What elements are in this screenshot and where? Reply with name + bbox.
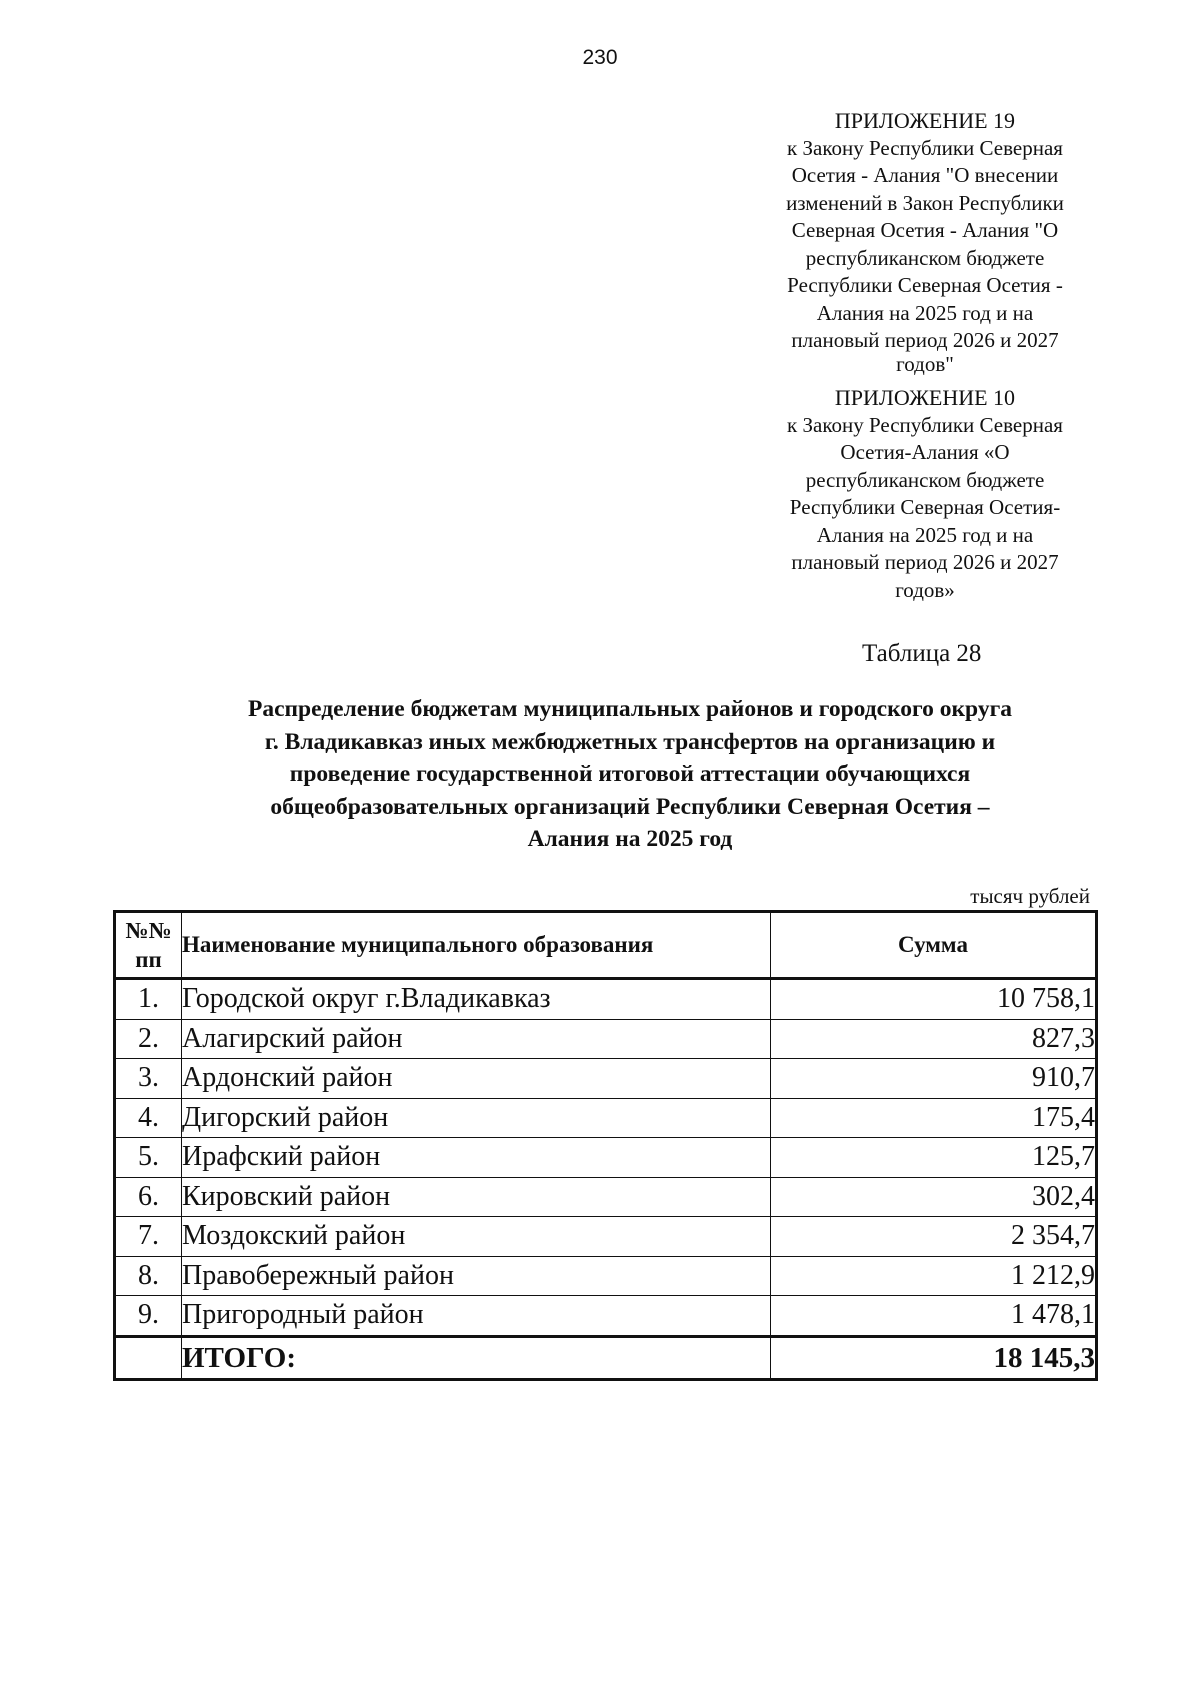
total-sum: 18 145,3 <box>771 1336 1097 1379</box>
row-name: Алагирский район <box>182 1019 771 1059</box>
appendix-19-title: ПРИЛОЖЕНИЕ 19 <box>834 108 1016 133</box>
title-line: общеобразовательных организаций Республики Северная Осетия – <box>270 793 990 820</box>
row-sum: 175,4 <box>771 1098 1097 1138</box>
row-number: 4. <box>115 1098 182 1138</box>
document-title <box>170 693 1090 856</box>
title-line: Распределение бюджетам муниципальных районов и городского округа <box>247 696 1012 722</box>
row-sum: 910,7 <box>771 1059 1097 1099</box>
appendix-10-block <box>750 384 1100 604</box>
table-label: Таблица 28 <box>862 640 982 667</box>
row-number: 7. <box>115 1217 182 1257</box>
table-row <box>115 1098 1097 1138</box>
row-number: 2. <box>115 1019 182 1059</box>
appendix-19-line: изменений в Закон Республики <box>786 190 1064 215</box>
table-row <box>115 1177 1097 1217</box>
budget-table <box>113 910 1098 1381</box>
page-number: 230 <box>582 46 618 69</box>
header-sum: Сумма <box>771 912 1097 979</box>
table-row <box>115 979 1097 1020</box>
appendix-10-line: Республики Северная Осетия- <box>789 495 1061 519</box>
header-name: Наименование муниципального образования <box>182 912 771 979</box>
row-name: Ардонский район <box>182 1059 771 1099</box>
appendix-10-line: республиканском бюджете <box>805 467 1045 492</box>
total-label: ИТОГО: <box>182 1336 771 1379</box>
appendix-10-line: Алания на 2025 год и на <box>816 522 1034 547</box>
row-sum: 2 354,7 <box>771 1217 1097 1257</box>
table-row <box>115 1059 1097 1099</box>
appendix-10-line: к Закону Республики Северная <box>787 412 1063 437</box>
row-name: Моздокский район <box>182 1217 771 1257</box>
units-label: тысяч рублей <box>970 884 1090 908</box>
row-sum: 1 478,1 <box>771 1296 1097 1337</box>
title-line: Алания на 2025 год <box>527 826 733 852</box>
row-sum: 1 212,9 <box>771 1256 1097 1296</box>
total-row <box>115 1336 1097 1379</box>
appendix-19-line: годов" <box>896 351 954 376</box>
row-number: 1. <box>115 979 182 1020</box>
appendix-19-line: Осетия - Алания "О внесении <box>791 163 1059 187</box>
appendix-19-line: к Закону Республики Северная <box>787 135 1063 160</box>
appendix-10-line: плановый период 2026 и 2027 <box>791 550 1059 574</box>
row-name: Правобережный район <box>182 1256 771 1296</box>
title-line: г. Владикавказ иных межбюджетных трансфертов на организацию и <box>264 728 996 755</box>
appendix-19-line: республиканском бюджете <box>805 245 1045 270</box>
row-sum: 302,4 <box>771 1177 1097 1217</box>
row-name: Городской округ г.Владикавказ <box>182 979 771 1020</box>
row-number: 5. <box>115 1138 182 1178</box>
appendix-10-title: ПРИЛОЖЕНИЕ 10 <box>834 385 1016 410</box>
row-number: 8. <box>115 1256 182 1296</box>
table-header-row <box>115 912 1097 979</box>
table-row <box>115 1019 1097 1059</box>
header-number-line1: №№ <box>125 918 172 943</box>
appendix-19-line: Алания на 2025 год и на <box>816 300 1034 325</box>
header-number-line2: пп <box>135 947 162 972</box>
row-name: Дигорский район <box>182 1098 771 1138</box>
appendix-19-line: Республики Северная Осетия - <box>787 273 1063 297</box>
appendix-10-line: годов» <box>895 577 955 602</box>
row-sum: 827,3 <box>771 1019 1097 1059</box>
header-number <box>115 912 182 979</box>
row-name: Кировский район <box>182 1177 771 1217</box>
appendix-19-line: плановый период 2026 и 2027 <box>791 328 1059 352</box>
appendix-10-line: Осетия-Алания «О <box>840 440 1010 464</box>
row-sum: 125,7 <box>771 1138 1097 1178</box>
appendix-19-line: Северная Осетия - Алания "О <box>791 218 1059 242</box>
table-row <box>115 1217 1097 1257</box>
table-row <box>115 1296 1097 1337</box>
row-number: 3. <box>115 1059 182 1099</box>
row-sum: 10 758,1 <box>771 979 1097 1020</box>
row-number: 9. <box>115 1296 182 1337</box>
appendix-19-block <box>750 107 1100 376</box>
table-row <box>115 1256 1097 1296</box>
total-number <box>115 1336 182 1379</box>
title-line: проведение государственной итоговой аттестации обучающихся <box>289 761 971 787</box>
table-row <box>115 1138 1097 1178</box>
row-name: Ирафский район <box>182 1138 771 1178</box>
row-name: Пригородный район <box>182 1296 771 1337</box>
row-number: 6. <box>115 1177 182 1217</box>
